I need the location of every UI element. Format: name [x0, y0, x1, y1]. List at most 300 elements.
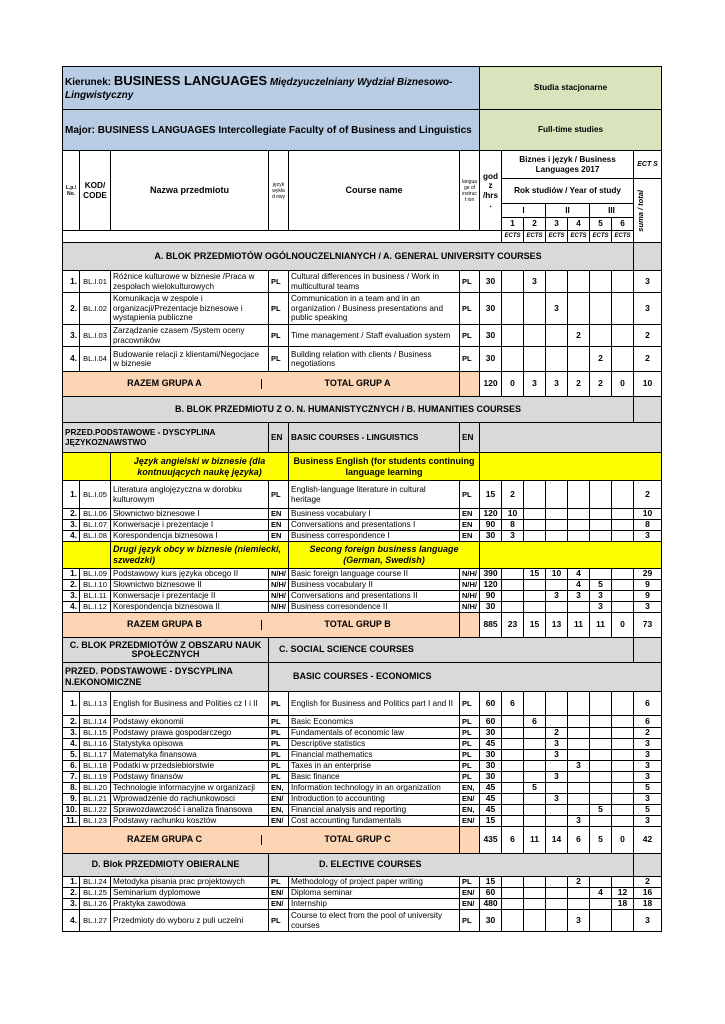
semester-5-ects — [590, 509, 612, 520]
semester-1-header: 1 — [502, 218, 524, 231]
semester-6-ects — [612, 569, 634, 580]
semester-5-ects: 3 — [590, 591, 612, 602]
course-lang-en: PL — [460, 481, 480, 509]
course-ects-total: 3 — [634, 602, 662, 613]
total-c-sum: 42 — [634, 827, 662, 854]
course-row — [63, 728, 662, 739]
nazwa-header: Nazwa przedmiotu — [111, 151, 269, 231]
semester-4-ects — [568, 794, 590, 805]
course-number: 2. — [63, 580, 80, 591]
course-name-en: Conversations and presentations I — [289, 520, 460, 531]
course-code: BL.I.02 — [80, 293, 111, 325]
course-row — [63, 692, 662, 716]
course-lang-pl: PL — [269, 716, 289, 728]
year-1-header: I — [502, 204, 546, 218]
course-name-en: English for Business and Politics part I and II — [289, 692, 460, 716]
semester-5-ects — [590, 716, 612, 728]
ects-label-6: ECTS — [612, 231, 634, 243]
total-b-s2: 15 — [524, 613, 546, 638]
course-ects-total: 5 — [634, 783, 662, 794]
semester-3-ects — [546, 816, 568, 827]
semester-2-ects — [524, 531, 546, 542]
semester-3-ects: 3 — [546, 591, 568, 602]
semester-2-ects — [524, 509, 546, 520]
total-c-s3: 14 — [546, 827, 568, 854]
semester-5-ects — [590, 816, 612, 827]
course-number: 3. — [63, 591, 80, 602]
semester-6-ects — [612, 816, 634, 827]
semester-4-ects — [568, 716, 590, 728]
course-name-en: Fundamentals of economic law — [289, 728, 460, 739]
semester-5-ects — [590, 293, 612, 325]
course-name-en: Methodology of project paper writing — [289, 877, 460, 888]
semester-4-ects: 4 — [568, 580, 590, 591]
course-name-pl: Podstawy prawa gospodarczego — [111, 728, 269, 739]
course-lang-pl: PL — [269, 728, 289, 739]
code-header: KOD/ CODE — [80, 151, 111, 231]
course-number: 1. — [63, 692, 80, 716]
semester-4-ects: 3 — [568, 816, 590, 827]
semester-6-ects — [612, 794, 634, 805]
course-name-pl: Literatura anglojęzyczna w dorobku kulturowym — [111, 481, 269, 509]
section-a-filler — [634, 243, 662, 271]
semester-6-ects — [612, 325, 634, 347]
section-b-sub-lang2: EN — [460, 423, 480, 453]
semester-4-ects — [568, 899, 590, 910]
semester-3-ects — [546, 910, 568, 932]
course-name-en: Cost accounting fundamentals — [289, 816, 460, 827]
course-ects-total: 3 — [634, 910, 662, 932]
b-y1-filler-right — [480, 453, 662, 481]
semester-4-ects: 4 — [568, 569, 590, 580]
section-c-filler — [634, 638, 662, 663]
total-a-label-en: TOTAL GRUP A — [261, 379, 454, 389]
total-c-pl — [63, 827, 460, 854]
course-number: 4. — [63, 739, 80, 750]
course-lang-en: PL — [460, 347, 480, 372]
semester-1-ects: 10 — [502, 509, 524, 520]
semester-4-ects — [568, 728, 590, 739]
course-number: 4. — [63, 910, 80, 932]
total-b-s5: 11 — [590, 613, 612, 638]
semester-5-ects — [590, 761, 612, 772]
course-lang-en: EN, — [460, 805, 480, 816]
course-name-pl: Korespondencja biznesowa I — [111, 531, 269, 542]
course-name-en: Financial mathematics — [289, 750, 460, 761]
course-code: BL.I.09 — [80, 569, 111, 580]
course-code: BL.I.12 — [80, 602, 111, 613]
course-lang-pl: PL — [269, 481, 289, 509]
course-ects-total: 5 — [634, 805, 662, 816]
course-hours: 30 — [480, 910, 502, 932]
course-lang-en: PL — [460, 325, 480, 347]
course-hours: 90 — [480, 520, 502, 531]
course-name-pl: Korespondencja biznesowa II — [111, 602, 269, 613]
course-hours: 90 — [480, 591, 502, 602]
semester-3-ects — [546, 692, 568, 716]
course-name-en: Diploma seminar — [289, 888, 460, 899]
section-d-title-pl: D. Blok PRZEDMIOTY OBIERALNE — [63, 854, 269, 877]
study-plan-table — [62, 66, 662, 932]
course-name-pl: Sprawozdawczość i analiza finansowa — [111, 805, 269, 816]
semester-3-ects — [546, 761, 568, 772]
course-ects-total: 9 — [634, 591, 662, 602]
course-name-pl: Technologie informacyjne w organizacji — [111, 783, 269, 794]
course-name-pl: Komunikacja w zespole i organizacji/Prezentacje biznesowe i wystąpienia publiczne — [111, 293, 269, 325]
course-number: 1. — [63, 569, 80, 580]
course-row — [63, 347, 662, 372]
course-code: BL.I.25 — [80, 888, 111, 899]
study-plan-sheet — [62, 66, 661, 932]
course-name-pl: Budowanie relacji z klientami/Negocjace w biznesie — [111, 347, 269, 372]
course-lang-pl: PL — [269, 761, 289, 772]
program-header: Biznes i język / Business Languages 2017 — [502, 151, 634, 179]
course-lang-en: PL — [460, 739, 480, 750]
semester-3-ects — [546, 580, 568, 591]
semester-4-header: 4 — [568, 218, 590, 231]
total-a-label-pl: RAZEM GRUPA A — [127, 378, 202, 389]
course-lang-pl: PL — [269, 739, 289, 750]
semester-2-ects — [524, 816, 546, 827]
semester-4-ects — [568, 293, 590, 325]
course-name-en: Financial analysis and reporting — [289, 805, 460, 816]
course-row — [63, 805, 662, 816]
course-number: 4. — [63, 531, 80, 542]
semester-2-ects — [524, 728, 546, 739]
semester-1-ects — [502, 580, 524, 591]
course-ects-total: 3 — [634, 739, 662, 750]
semester-6-ects — [612, 591, 634, 602]
semester-5-ects: 3 — [590, 602, 612, 613]
semester-4-ects — [568, 772, 590, 783]
course-code: BL.I.16 — [80, 739, 111, 750]
course-lang-en: PL — [460, 293, 480, 325]
total-b-label-en: TOTAL GRUP B — [261, 620, 454, 630]
section-b-filler — [634, 397, 662, 423]
section-b-sub-pl: PRZED.PODSTAWOWE - DYSCYPLINA JĘZYKOZNAWSTWO — [63, 423, 269, 453]
course-lang-pl: PL — [269, 347, 289, 372]
course-name-header: Course name — [289, 151, 460, 231]
course-lang-en: EN/ — [460, 899, 480, 910]
course-number: 6. — [63, 761, 80, 772]
course-lang-en: PL — [460, 877, 480, 888]
course-lang-pl: PL — [269, 325, 289, 347]
course-hours: 15 — [480, 481, 502, 509]
b-y1-filler — [63, 453, 111, 481]
semester-1-ects: 3 — [502, 531, 524, 542]
course-name-pl: Statystyka opisowa — [111, 739, 269, 750]
course-ects-total: 6 — [634, 716, 662, 728]
course-hours: 30 — [480, 347, 502, 372]
course-number: 10. — [63, 805, 80, 816]
total-a-s1: 0 — [502, 372, 524, 397]
course-ects-total: 3 — [634, 750, 662, 761]
studia-label: Studia stacjonarne — [480, 67, 662, 110]
total-b-hours: 885 — [480, 613, 502, 638]
ects-label-5: ECTS — [590, 231, 612, 243]
course-lang-pl: EN/ — [269, 794, 289, 805]
semester-2-ects — [524, 481, 546, 509]
semester-2-ects — [524, 794, 546, 805]
course-name-en: Basic foreign language course II — [289, 569, 460, 580]
course-ects-total: 3 — [634, 794, 662, 805]
course-lang-pl: EN/ — [269, 899, 289, 910]
semester-2-ects: 5 — [524, 783, 546, 794]
semester-1-ects — [502, 899, 524, 910]
course-name-pl: Podstawy ekonomii — [111, 716, 269, 728]
course-row — [63, 739, 662, 750]
course-lang-pl: PL — [269, 772, 289, 783]
course-number: 7. — [63, 772, 80, 783]
semester-1-ects — [502, 805, 524, 816]
course-row — [63, 591, 662, 602]
course-lang-en: PL — [460, 716, 480, 728]
semester-4-ects — [568, 271, 590, 293]
semester-1-ects — [502, 347, 524, 372]
course-name-pl: Matematyka finansowa — [111, 750, 269, 761]
semester-3-ects — [546, 481, 568, 509]
semester-6-ects — [612, 293, 634, 325]
course-number: 2. — [63, 293, 80, 325]
b-y2-filler — [63, 542, 111, 569]
semester-5-ects: 5 — [590, 580, 612, 591]
total-c-hours: 435 — [480, 827, 502, 854]
semester-3-ects: 3 — [546, 293, 568, 325]
semester-3-ects — [546, 805, 568, 816]
semester-5-ects — [590, 325, 612, 347]
semester-5-ects: 5 — [590, 805, 612, 816]
course-name-pl: Metodyka pisania prac projektowych — [111, 877, 269, 888]
semester-5-ects — [590, 794, 612, 805]
total-c-label-en: TOTAL GRUP C — [261, 835, 454, 845]
semester-4-ects — [568, 750, 590, 761]
semester-4-ects — [568, 531, 590, 542]
semester-6-ects — [612, 772, 634, 783]
total-c-s5: 5 — [590, 827, 612, 854]
semester-2-ects — [524, 772, 546, 783]
semester-2-ects — [524, 805, 546, 816]
course-row — [63, 761, 662, 772]
course-name-en: Course to elect from the pool of university courses — [289, 910, 460, 932]
section-b-sub-filler — [480, 423, 662, 453]
course-lang-pl: EN, — [269, 805, 289, 816]
semester-2-ects — [524, 602, 546, 613]
semester-4-ects: 2 — [568, 325, 590, 347]
course-code: BL.I.05 — [80, 481, 111, 509]
semester-5-ects — [590, 783, 612, 794]
course-code: BL.I.11 — [80, 591, 111, 602]
course-name-en: Business vocabulary I — [289, 509, 460, 520]
course-ects-total: 9 — [634, 580, 662, 591]
course-row — [63, 531, 662, 542]
course-lang-pl: EN — [269, 509, 289, 520]
course-hours: 30 — [480, 325, 502, 347]
course-code: BL.I.07 — [80, 520, 111, 531]
b-y1-title-en: Business English (for students continuing language learning — [289, 453, 480, 481]
semester-2-ects: 15 — [524, 569, 546, 580]
semester-6-ects — [612, 739, 634, 750]
course-code: BL.I.21 — [80, 794, 111, 805]
course-number: 3. — [63, 899, 80, 910]
semester-6-ects — [612, 509, 634, 520]
course-number: 1. — [63, 271, 80, 293]
course-name-en: Business corresondence II — [289, 602, 460, 613]
semester-5-ects — [590, 481, 612, 509]
semester-2-ects — [524, 750, 546, 761]
course-row — [63, 293, 662, 325]
semester-1-ects: 8 — [502, 520, 524, 531]
course-hours: 30 — [480, 271, 502, 293]
course-hours: 480 — [480, 899, 502, 910]
fulltime-label: Full-time studies — [480, 110, 662, 151]
semester-4-ects — [568, 805, 590, 816]
total-c-label-pl: RAZEM GRUPA C — [126, 834, 202, 845]
semester-6-ects — [612, 602, 634, 613]
course-ects-total: 3 — [634, 271, 662, 293]
total-b-s4: 11 — [568, 613, 590, 638]
semester-2-ects — [524, 293, 546, 325]
semester-1-ects — [502, 293, 524, 325]
course-code: BL.I.22 — [80, 805, 111, 816]
total-a-s3: 3 — [546, 372, 568, 397]
semester-4-ects: 3 — [568, 761, 590, 772]
semester-2-ects — [524, 325, 546, 347]
semester-2-ects — [524, 347, 546, 372]
kierunek-header — [63, 67, 480, 110]
course-lang-pl: PL — [269, 692, 289, 716]
course-name-pl: Wprowadzenie do rachunkowosci — [111, 794, 269, 805]
course-name-pl: Różnice kulturowe w biznesie /Praca w zespołach wielokulturowych — [111, 271, 269, 293]
year-2-header: II — [546, 204, 590, 218]
course-ects-total: 3 — [634, 772, 662, 783]
course-hours: 60 — [480, 888, 502, 899]
semester-6-ects — [612, 580, 634, 591]
course-name-en: Building relation with clients / Business negotiations — [289, 347, 460, 372]
semester-1-ects: 2 — [502, 481, 524, 509]
course-lang-pl: EN — [269, 531, 289, 542]
semester-1-ects — [502, 772, 524, 783]
course-lang-en: PL — [460, 728, 480, 739]
semester-1-ects — [502, 888, 524, 899]
year-of-study-header: Rok studiów / Year of study — [502, 179, 634, 204]
section-c-title-en: C. SOCIAL SCIENCE COURSES — [269, 638, 634, 663]
course-name-pl: Podstawy finansów — [111, 772, 269, 783]
course-name-pl: English for Business and Polities cz I i II — [111, 692, 269, 716]
course-lang-en: PL — [460, 750, 480, 761]
course-hours: 60 — [480, 692, 502, 716]
course-number: 9. — [63, 794, 80, 805]
course-row — [63, 509, 662, 520]
course-name-pl: Podatki w przedsiebiorstwie — [111, 761, 269, 772]
course-code: BL.I.14 — [80, 716, 111, 728]
semester-3-ects: 2 — [546, 728, 568, 739]
semester-2-ects: 6 — [524, 716, 546, 728]
total-c-s1: 6 — [502, 827, 524, 854]
semester-6-ects — [612, 750, 634, 761]
course-hours: 30 — [480, 761, 502, 772]
semester-1-ects — [502, 739, 524, 750]
course-hours: 30 — [480, 750, 502, 761]
course-hours: 30 — [480, 531, 502, 542]
course-row — [63, 602, 662, 613]
semester-5-ects — [590, 728, 612, 739]
course-lang-en: EN/ — [460, 888, 480, 899]
semester-4-ects — [568, 739, 590, 750]
course-name-en: English-language literature in cultural heritage — [289, 481, 460, 509]
course-name-en: Basic finance — [289, 772, 460, 783]
ects-label-1: ECTS — [502, 231, 524, 243]
course-code: BL.I.20 — [80, 783, 111, 794]
semester-3-ects — [546, 325, 568, 347]
course-ects-total: 2 — [634, 481, 662, 509]
course-lang-en: EN/ — [460, 816, 480, 827]
course-code: BL.I.10 — [80, 580, 111, 591]
course-lang-en: PL — [460, 271, 480, 293]
course-name-en: Information technology in an organization — [289, 783, 460, 794]
semester-5-ects — [590, 772, 612, 783]
semester-1-ects — [502, 750, 524, 761]
sum-header — [634, 179, 662, 243]
course-lang-en: N/H/ — [460, 569, 480, 580]
semester-2-ects — [524, 692, 546, 716]
course-lang-pl: N/H/ — [269, 580, 289, 591]
course-ects-total: 2 — [634, 728, 662, 739]
course-lang-en: N/H/ — [460, 580, 480, 591]
semester-5-ects — [590, 750, 612, 761]
course-ects-total: 3 — [634, 816, 662, 827]
semester-2-ects: 3 — [524, 271, 546, 293]
semester-1-ects — [502, 271, 524, 293]
course-lang-en: EN, — [460, 783, 480, 794]
semester-5-ects — [590, 531, 612, 542]
course-lang-pl: PL — [269, 910, 289, 932]
lp-header: L.p./ No. — [63, 151, 80, 231]
course-number: 2. — [63, 888, 80, 899]
b-y2-title-en: Secong foreign business language (German, Swedish) — [289, 542, 480, 569]
course-lang-pl: EN/ — [269, 816, 289, 827]
course-lang-en: EN — [460, 531, 480, 542]
course-name-pl: Zarządzanie czasem /System oceny pracowników — [111, 325, 269, 347]
semester-4-ects — [568, 520, 590, 531]
semester-4-ects: 3 — [568, 910, 590, 932]
semester-3-ects: 10 — [546, 569, 568, 580]
semester-6-ects — [612, 805, 634, 816]
course-ects-total: 29 — [634, 569, 662, 580]
course-hours: 45 — [480, 739, 502, 750]
course-name-pl: Podstawowy kurs języka obcego II — [111, 569, 269, 580]
semester-6-ects — [612, 761, 634, 772]
semester-4-ects: 2 — [568, 877, 590, 888]
semester-2-ects — [524, 888, 546, 899]
course-name-en: Business vocabulary II — [289, 580, 460, 591]
course-code: BL.I.27 — [80, 910, 111, 932]
semester-4-ects — [568, 602, 590, 613]
semester-5-ects — [590, 692, 612, 716]
total-b-sum: 73 — [634, 613, 662, 638]
semester-5-header: 5 — [590, 218, 612, 231]
kierunek-prefix: Kierunek: — [65, 77, 112, 88]
course-name-pl: Praktyka zawodowa — [111, 899, 269, 910]
total-a-hours: 120 — [480, 372, 502, 397]
course-ects-total: 8 — [634, 520, 662, 531]
course-code: BL.I.13 — [80, 692, 111, 716]
total-b-s1: 23 — [502, 613, 524, 638]
semester-3-ects — [546, 271, 568, 293]
semester-4-ects: 3 — [568, 591, 590, 602]
course-row — [63, 899, 662, 910]
total-a-s6: 0 — [612, 372, 634, 397]
total-b-label-pl: RAZEM GRUPA B — [126, 619, 202, 630]
